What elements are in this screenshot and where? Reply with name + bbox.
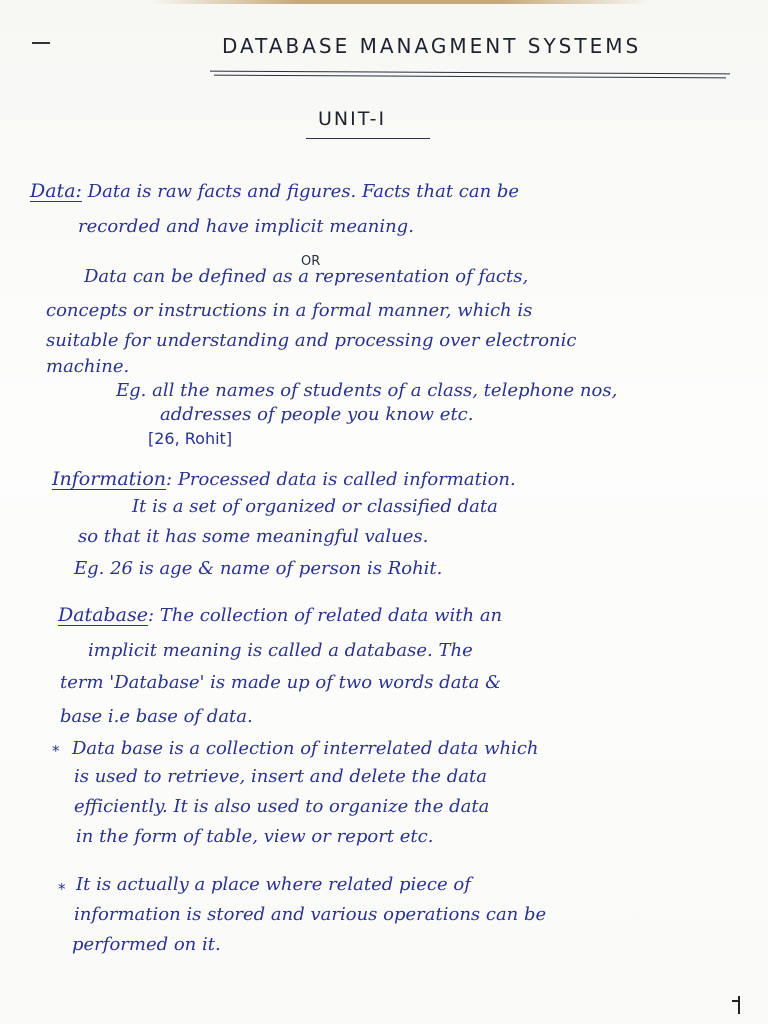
information-term: Information	[52, 468, 167, 490]
or-divider: OR	[301, 254, 321, 269]
page-top-edge	[150, 0, 650, 4]
data-example-line-2: addresses of people you know etc.	[160, 404, 474, 425]
data-line-1-text: Data is raw facts and figures. Facts that can be	[87, 181, 520, 202]
title-underline-second	[214, 75, 726, 79]
bullet-2-line-3: performed on it.	[72, 934, 221, 955]
unit-heading: UNIT-I	[318, 108, 387, 130]
data-definition-line-2: recorded and have implicit meaning.	[78, 216, 414, 237]
page-title: DATABASE MANAGMENT SYSTEMS	[222, 34, 642, 58]
data-definition-line-6: machine.	[46, 356, 130, 377]
database-line-2: implicit meaning is called a database. The	[88, 640, 473, 661]
data-definition-line-3: Data can be defined as a representation of facts,	[84, 266, 529, 287]
margin-dash-mark	[32, 42, 50, 44]
database-line-4: base i.e base of data.	[60, 706, 253, 727]
data-definition-line-1	[30, 180, 519, 203]
data-example-line-1: Eg. all the names of students of a class, telephone nos,	[116, 380, 618, 401]
information-line-2: It is a set of organized or classified data	[132, 496, 498, 517]
database-line-3: term 'Database' is made up of two words data &	[60, 672, 502, 693]
data-example-line-3: [26, Rohit]	[148, 429, 233, 448]
database-term: Database	[58, 604, 149, 626]
bullet-2-line-2: information is stored and various operations can be	[74, 904, 547, 925]
data-term: Data:	[30, 180, 82, 202]
information-line-3: so that it has some meaningful values.	[78, 526, 429, 547]
bullet-star-icon: *	[58, 880, 66, 898]
corner-mark	[732, 1000, 740, 1002]
information-line-1-text: : Processed data is called information.	[166, 469, 516, 490]
unit-underline	[306, 138, 430, 139]
information-line-4: Eg. 26 is age & name of person is Rohit.	[74, 558, 443, 579]
bullet-2-line-1: It is actually a place where related piece of	[76, 874, 471, 895]
bullet-1-line-1: Data base is a collection of interrelated data which	[72, 738, 539, 759]
information-line-1	[52, 468, 516, 491]
data-definition-line-4: concepts or instructions in a formal manner, which is	[46, 300, 533, 321]
bullet-star-icon: *	[52, 742, 60, 760]
bullet-1-line-2: is used to retrieve, insert and delete the data	[74, 766, 487, 787]
data-definition-line-5: suitable for understanding and processing over electronic	[46, 330, 577, 351]
database-line-1	[58, 604, 502, 627]
bullet-1-line-4: in the form of table, view or report etc.	[76, 826, 434, 847]
database-line-1-text: : The collection of related data with an	[148, 605, 503, 626]
bullet-1-line-3: efficiently. It is also used to organize the data	[74, 796, 490, 817]
